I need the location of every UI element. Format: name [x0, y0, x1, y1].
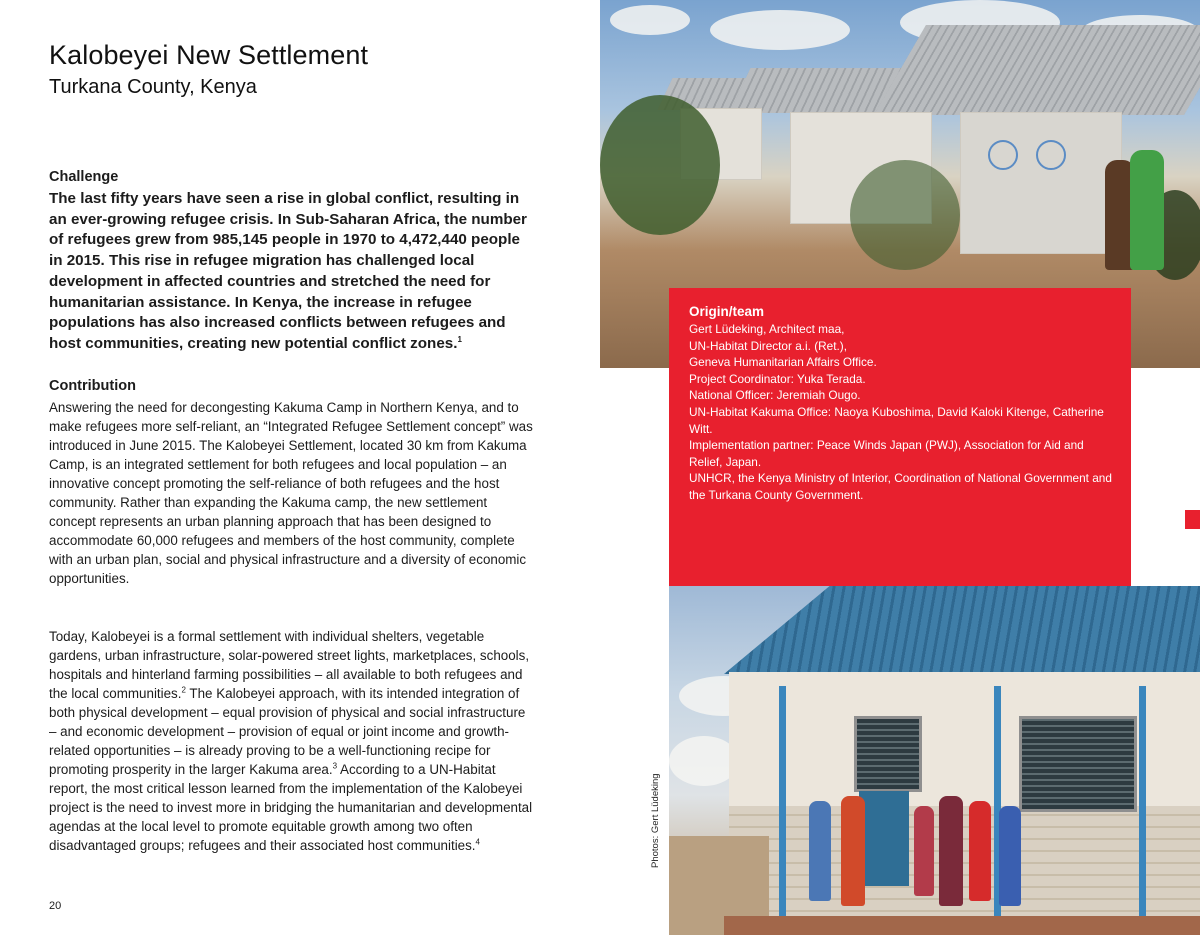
contribution-heading: Contribution	[49, 378, 136, 394]
team-line: Gert Lüdeking, Architect maa,	[689, 322, 845, 336]
page-number: 20	[49, 900, 62, 912]
page-title: Kalobeyei New Settlement	[49, 40, 369, 70]
contribution-text-2: Today, Kalobeyei is a formal settlement with individual shelters, vegetable gardens, urban infrastructure, solar-powered street lights, marketplaces, schools, hospitals and hinterland farming possibilities – all available to both refugees and the local communities.$^2$ The Kalobeyei approach, with its intended integration of both physical development – equal provision of physical and social infrastructure – and economic development – provision of equal or joint income and growth-related opportunities – is already proving to be a well-functioning recipe for promoting prosperity in the larger Kakuma area.$^3$ According to a UN-Habitat report, the most critical lesson learned from the implementation of the Kalobeyei project is the need to invest more in bridging the humanitarian and developmental agendas at the local level to promote equitable growth among two often disadvantaged groups; refugees and their associated host communities.$^4$	[49, 629, 533, 853]
team-line: UN-Habitat Director a.i. (Ret.),	[689, 338, 847, 353]
page-subtitle: Turkana County, Kenya	[49, 76, 257, 98]
footnote-marker: 2	[181, 685, 186, 695]
team-line: Implementation partner: Peace Winds Japan (PWJ), Association for Aid and Relief, Japan.	[689, 438, 1084, 469]
challenge-text: The last fifty years have seen a rise in global conflict, resulting in an ever-growing refugee crisis. In Sub-Saharan Africa, the number of refugees grew from 985,145 people in 1970 to 4,472,440 people in 2015. This rise in refugee migration has challenged local development in affected countries and stretched the need for humanitarian assistance. In Kenya, the increase in refugee populations has also increased conflicts between refugees and host communities, creating new potential conflict zones.$^1$	[49, 190, 527, 352]
photo-credit: Photos: Gert Lüdeking	[650, 773, 661, 868]
contribution-text: Answering the need for decongesting Kakuma Camp in Northern Kenya, and to make refugees more self-reliant, an “Integrated Refugee Settlement concept” was introduced in June 2015. The Kalobeyei Settlement, located 30 km from Kakuma Camp, is an integrated settlement for both refugees and local population – an innovative concept promoting the self-reliance of both refugees and the host community. Rather than expanding the Kakuma camp, the new settlement concept represents an urban planning approach that has been designed to accommodate 60,000 refugees and members of the host community, complete with an urban plan, social and physical infrastructure and a diversity of economic opportunities.	[49, 400, 533, 586]
team-line: UN-Habitat Kakuma Office: Naoya Kuboshima, David Kaloki Kitenge, Catherine Witt.	[689, 404, 1104, 436]
team-line: Project Coordinator: Yuka Terada.	[689, 371, 866, 386]
challenge-heading: Challenge	[49, 169, 119, 185]
footnote-marker: 1	[457, 334, 462, 344]
footnote-marker: 3	[332, 761, 338, 771]
team-list	[689, 321, 1119, 504]
origin-team-heading: Origin/team	[689, 304, 765, 319]
team-line: Geneva Humanitarian Affairs Office.	[689, 355, 877, 370]
footnote-marker: 4	[475, 837, 480, 847]
team-line: UNHCR, the Kenya Ministry of Interior, Coordination of National Government and the Turkana County Government.	[689, 471, 1112, 502]
red-accent-marker	[1185, 510, 1200, 529]
team-line: National Officer: Jeremiah Ougo.	[689, 388, 861, 403]
building-photo	[669, 586, 1200, 935]
origin-team-box	[669, 288, 1131, 586]
